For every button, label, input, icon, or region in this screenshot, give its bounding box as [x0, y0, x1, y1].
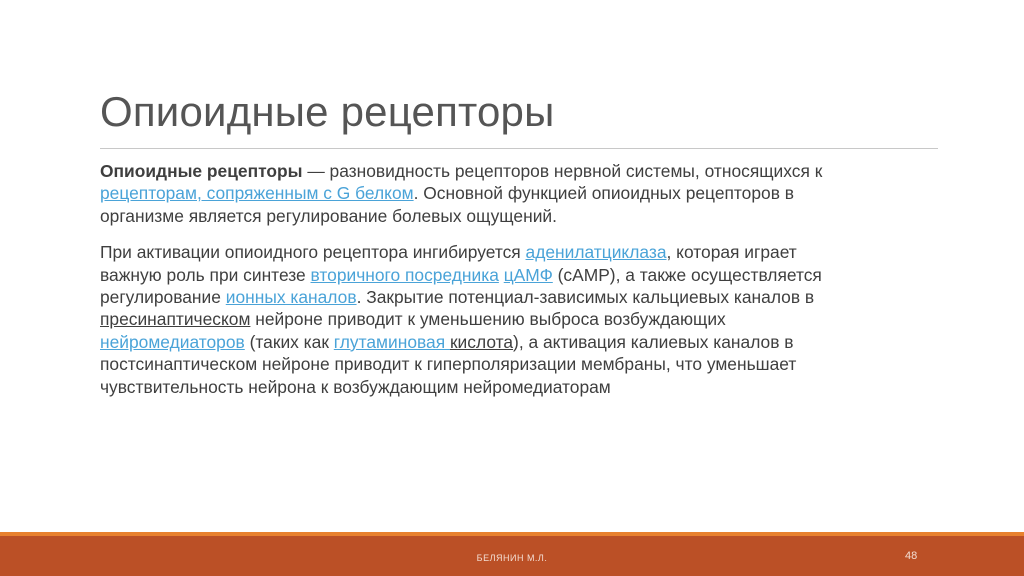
footer-author: БЕЛЯНИН М.Л. — [476, 553, 548, 563]
p2-text-5: регулирование — [100, 287, 226, 308]
p1-text-2: . Основной функцией опиоидных рецепторов в — [413, 183, 795, 204]
p2-text-8: (таких как — [244, 331, 334, 352]
slide-body — [100, 160, 935, 398]
p1-line-3: организме является регулирование болевых ощущений. — [100, 205, 557, 226]
p2-text-7: нейроне приводит к уменьшению выброса возбуждающих — [250, 309, 726, 330]
p2-text-4: (cAMP), а также осуществляется — [552, 264, 822, 285]
p2-line-6: постсинаптическом нейроне приводит к гиперполяризации мембраны, что уменьшает — [100, 354, 797, 375]
link-presynaptic[interactable]: пресинаптическом — [100, 309, 251, 330]
p2-text-3: важную роль при синтезе — [100, 264, 311, 285]
p2-text-9: ), а активация калиевых каналов в — [513, 331, 794, 352]
link-neurotransmitters[interactable]: нейромедиаторов — [100, 331, 245, 352]
link-second-messenger[interactable]: вторичного посредника — [310, 264, 499, 285]
link-glutamate[interactable]: глутаминовая — [333, 331, 450, 352]
p2-text-2: , которая играет — [666, 242, 797, 263]
link-camp[interactable]: цАМФ — [503, 264, 553, 285]
link-acid[interactable]: кислота — [449, 331, 514, 352]
p2-line-2 — [100, 264, 935, 286]
paragraph-2 — [100, 241, 935, 398]
p2-text-1: При активации опиоидного рецептора ингибируется — [100, 242, 526, 263]
page-number: 48 — [905, 550, 918, 562]
title-divider — [100, 148, 938, 149]
p2-line-7: чувствительность нейрона к возбуждающим нейромедиаторам — [100, 376, 611, 397]
term-opioid-receptors: Опиоидные рецепторы — [100, 161, 303, 181]
p2-line-1 — [100, 241, 935, 263]
p2-line-5 — [100, 331, 935, 353]
p2-line-3 — [100, 286, 935, 308]
p1-line-2 — [100, 182, 935, 204]
p1-text-1: — разновидность рецепторов нервной системы, относящихся к — [302, 161, 823, 181]
paragraph-1 — [100, 160, 935, 227]
p2-text-6: . Закрытие потенциал-зависимых кальциевых каналов в — [356, 287, 815, 308]
p1-line-1 — [100, 160, 935, 182]
link-ion-channels[interactable]: ионных каналов — [225, 287, 357, 308]
link-adenylate-cyclase[interactable]: аденилатциклаза — [525, 242, 667, 263]
slide-title: Опиоидные рецепторы — [100, 88, 555, 135]
link-g-protein-coupled-receptors[interactable]: рецепторам, сопряженным с G белком — [100, 183, 414, 204]
p2-line-4 — [100, 308, 935, 330]
